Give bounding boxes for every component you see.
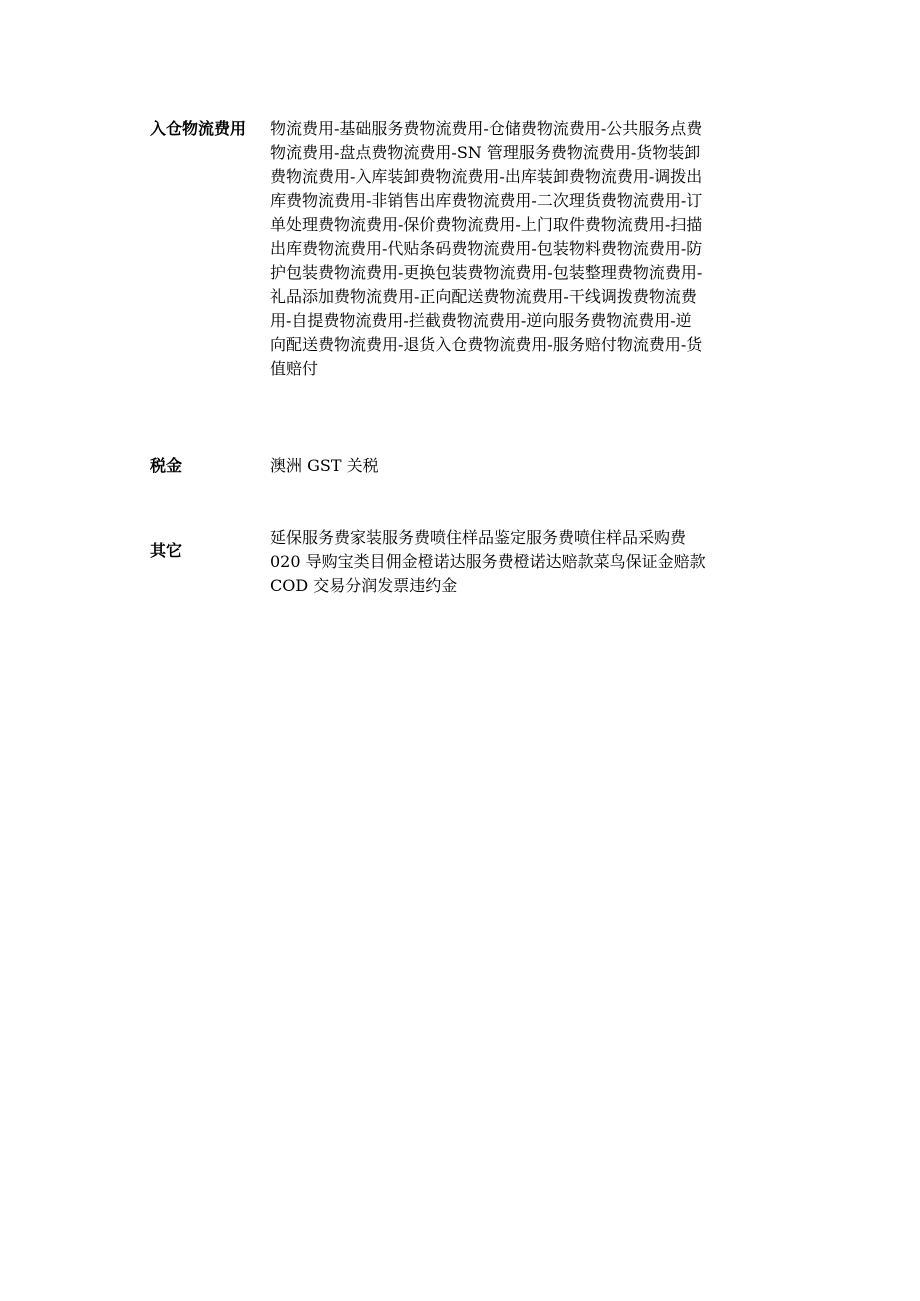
section-label-logistics: 入仓物流费用 <box>150 119 247 138</box>
section-content-logistics <box>270 117 782 381</box>
content-line: 用-自提费物流费用-拦截费物流费用-逆向服务费物流费用-逆 <box>270 311 692 330</box>
content-line: 向配送费物流费用-退货入仓费物流费用-服务赔付物流费用-货 <box>270 335 703 354</box>
content-line: 澳洲 GST 关税 <box>270 456 379 475</box>
section-label-tax: 税金 <box>150 456 183 475</box>
content-line: 礼品添加费物流费用-正向配送费物流费用-干线调拨费物流费 <box>270 287 697 306</box>
content-line: 费物流费用-入库装卸费物流费用-出库装卸费物流费用-调拨出 <box>270 167 703 186</box>
content-line: 物流费用-盘点费物流费用-SN 管理服务费物流费用-货物装卸 <box>270 143 701 162</box>
content-line: 延保服务费家装服务费喷住样品鉴定服务费喷住样品采购费 <box>270 528 687 547</box>
content-line: 护包装费物流费用-更换包装费物流费用-包装整理费物流费用- <box>270 263 703 282</box>
section-content-other <box>270 526 782 598</box>
section-label-other: 其它 <box>150 541 183 560</box>
fee-section-logistics <box>150 117 790 387</box>
content-line: 库费物流费用-非销售出库费物流费用-二次理货费物流费用-订 <box>270 191 703 210</box>
section-content-tax <box>270 454 782 478</box>
fee-section-other <box>150 526 790 606</box>
content-line: 出库费物流费用-代贴条码费物流费用-包装物料费物流费用-防 <box>270 239 703 258</box>
content-line: 单处理费物流费用-保价费物流费用-上门取件费物流费用-扫描 <box>270 215 703 234</box>
content-line: 物流费用-基础服务费物流费用-仓储费物流费用-公共服务点费 <box>270 119 703 138</box>
content-line: 值赔付 <box>270 359 319 378</box>
content-line: 020 导购宝类目佣金橙诺达服务费橙诺达赔款菜鸟保证金赔款 <box>270 552 706 571</box>
fee-section-tax <box>150 454 790 484</box>
content-line: COD 交易分润发票违约金 <box>270 576 458 595</box>
